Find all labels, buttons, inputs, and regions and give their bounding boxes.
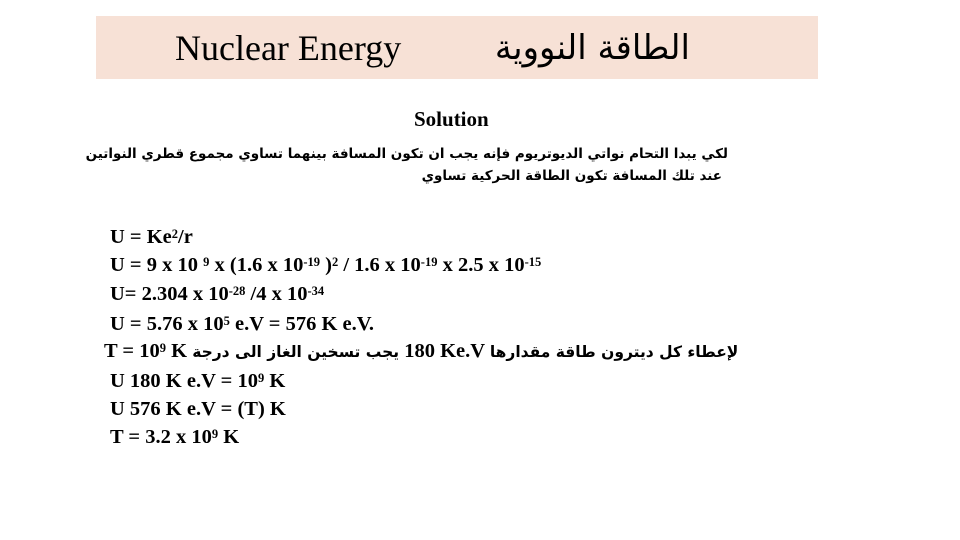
equation-line-3: U= 2.304 x $10^{-28}$ /4 x $10^{-34}$ xyxy=(110,283,325,305)
arabic-phrase-deuteron-energy: لإعطاء كل ديترون طاقة مقدارها xyxy=(489,343,739,361)
equation-line-7: U 576 K e.V = (T) K xyxy=(110,398,286,420)
equation-line-1: $U = Ke^2/r$ xyxy=(110,226,193,248)
title-arabic: الطاقة النووية xyxy=(494,28,690,68)
intro-arabic-line-2: عند تلك المسافة تكون الطاقة الحركية تساوي xyxy=(421,168,722,184)
equation-line-2: U = 9 x 10 $^9$ x (1.6 x $10^{-19}$ )$^2$ / 1.6 x $10^{-19}$ x 2.5 x $10^{-15}$ xyxy=(110,254,542,276)
equation-line-8: T = 3.2 x $10^9$ K xyxy=(110,426,240,448)
arabic-phrase-heat-gas: يجب تسخين الغاز الى درجة xyxy=(192,343,400,361)
intro-arabic-line-1: لكي يبدا التحام نواتي الديوتريوم فإنه يجب ان تكون المسافة بينهما تساوي مجموع قطري النواتين xyxy=(85,146,728,162)
equation-line-4: U = 5.76 x $10^5$ e.V = 576 K e.V. xyxy=(110,313,375,335)
title-english: Nuclear Energy xyxy=(175,28,402,68)
solution-heading: Solution xyxy=(414,107,489,131)
equation-line-5: $T = 10^9$ K يجب تسخين الغاز الى درجة 180 Ke.V لإعطاء كل ديترون طاقة مقدارها xyxy=(104,340,739,362)
equation-line-6: U 180 K $e.V = 10^9$ K xyxy=(110,370,286,392)
